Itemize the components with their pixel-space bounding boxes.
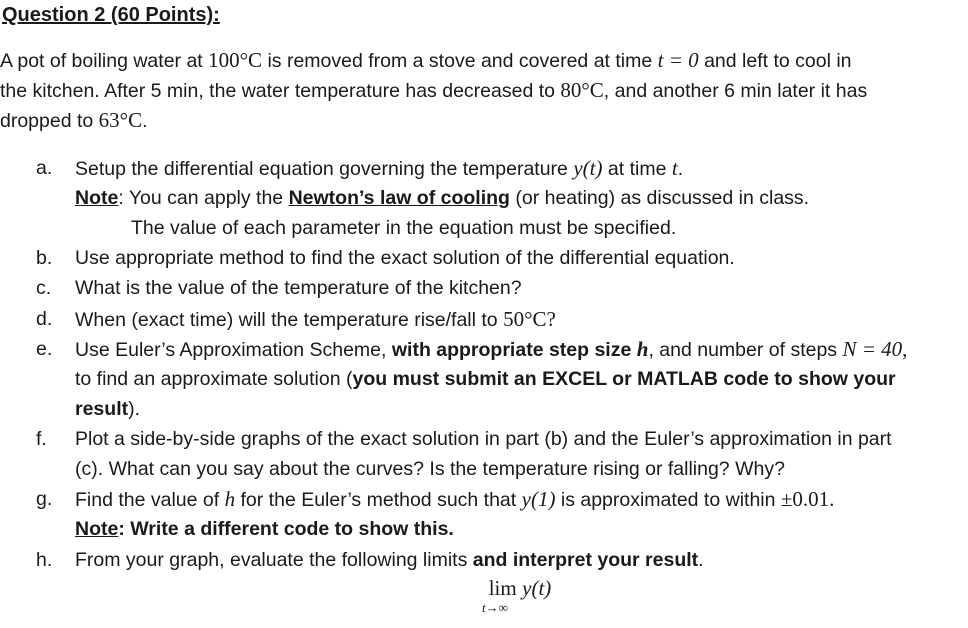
- item-d-marker: d.: [36, 308, 53, 330]
- item-f-line-2: (c). What can you say about the curves? Is the temperature rising or falling? Why?: [75, 458, 785, 480]
- item-a-line-3: The value of each parameter in the equation must be specified.: [131, 217, 677, 239]
- item-bold-text: with appropriate step size: [391, 339, 637, 361]
- item-b-marker: b.: [36, 247, 53, 269]
- limit-function: y(t): [522, 576, 552, 600]
- intro-text: and left to cool in: [698, 50, 852, 72]
- note-label: Note: [75, 187, 119, 209]
- item-text: .: [698, 549, 704, 571]
- item-text: is approximated to within: [555, 489, 781, 511]
- item-bold-text: : Write a different code to show this.: [118, 518, 454, 540]
- item-text: ).: [128, 398, 141, 420]
- intro-text: is removed from a stove and covered at time: [262, 50, 658, 72]
- item-text: at time: [602, 158, 672, 180]
- question-title: Question 2 (60 Points):: [2, 4, 220, 26]
- item-bold-text: result: [75, 398, 129, 420]
- newtons-law-link: Newton’s law of cooling: [288, 187, 510, 209]
- intro-text: A pot of boiling water at: [0, 50, 209, 72]
- item-bold-text: you must submit an EXCEL or MATLAB code to show your: [352, 368, 896, 390]
- item-text: When (exact time) will the temperature rise/fall to: [75, 309, 504, 331]
- item-text: Use Euler’s Approximation Scheme,: [75, 339, 392, 361]
- item-g-line-1: [75, 484, 834, 515]
- math-y-of-t: y(t): [573, 156, 603, 180]
- item-e-line-2: [75, 364, 896, 394]
- item-text: (or heating) as discussed in class.: [509, 187, 810, 209]
- intro-text: , and another 6 min later it has: [603, 80, 868, 102]
- intro-line-2: [0, 75, 867, 106]
- item-a-line-1: [75, 153, 683, 184]
- item-a-marker: a.: [36, 157, 53, 179]
- item-text: to find an approximate solution (: [75, 368, 353, 390]
- item-text: Find the value of: [75, 489, 225, 511]
- item-b-text: Use appropriate method to find the exact solution of the differential equation.: [75, 247, 735, 269]
- item-bold-text: and interpret your result: [472, 549, 699, 571]
- intro-line-1: [0, 45, 852, 76]
- intro-temp-100: 100°C: [208, 48, 263, 72]
- item-f-line-1: Plot a side-by-side graphs of the exact solution in part (b) and the Euler’s approximation in part: [75, 428, 892, 450]
- limit-subscript: t→∞: [482, 600, 508, 615]
- intro-text: .: [142, 110, 148, 132]
- item-text: From your graph, evaluate the following limits: [75, 549, 473, 571]
- intro-temp-80: 80°C: [560, 78, 604, 102]
- item-e-line-3: [75, 394, 140, 424]
- math-h-bold: h: [636, 337, 649, 361]
- math-t: t: [671, 156, 678, 180]
- item-text: Setup the differential equation governing the temperature: [75, 158, 574, 180]
- item-c-text: What is the value of the temperature of the kitchen?: [75, 277, 522, 299]
- intro-text: the kitchen. After 5 min, the water temperature has decreased to: [0, 80, 561, 102]
- math-y-of-1: y(1): [521, 487, 556, 511]
- item-e-marker: e.: [36, 338, 53, 360]
- item-text: : You can apply the: [118, 187, 289, 209]
- item-text: , and number of steps: [648, 339, 843, 361]
- math-temp-50: 50°C?: [503, 307, 556, 331]
- item-h-marker: h.: [36, 549, 53, 571]
- item-h-line-1: [75, 545, 704, 575]
- intro-time-zero: t = 0: [657, 48, 699, 72]
- limit-expression: [470, 576, 570, 601]
- math-h: h: [224, 487, 236, 511]
- note-label: Note: [75, 518, 119, 540]
- intro-temp-63: 63°C: [98, 108, 143, 132]
- item-g-marker: g.: [36, 488, 53, 510]
- item-f-marker: f.: [36, 428, 47, 450]
- item-text: for the Euler’s method such that: [235, 489, 522, 511]
- item-d-text: [75, 304, 556, 335]
- intro-text: dropped to: [0, 110, 99, 132]
- math-tolerance: ±0.01.: [780, 487, 835, 511]
- item-e-line-1: [75, 334, 907, 365]
- item-a-line-2: [75, 183, 809, 213]
- item-text: .: [677, 158, 684, 180]
- item-c-marker: c.: [36, 277, 52, 299]
- limit-lim: lim: [488, 576, 517, 600]
- item-g-line-2: [75, 514, 454, 544]
- math-n-40: N = 40,: [842, 337, 908, 361]
- intro-line-3: [0, 105, 148, 136]
